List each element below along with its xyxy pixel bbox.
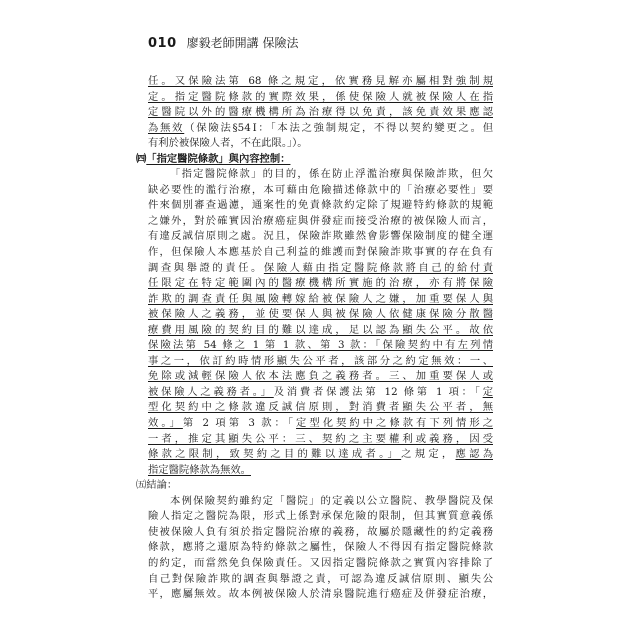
text-line [148,136,493,152]
line-text: 為無效 [148,121,185,134]
text-line [148,323,493,339]
line-text: 被保險人之義務者。」 [148,385,274,398]
page-header [148,34,298,52]
text-line [148,416,493,432]
text-line [148,587,493,603]
line-text: 指定醫院條款為無效。 [148,463,251,476]
line-text: 定醫院以外的醫療機構所為治療得以免責，該免責效果應認 [148,106,493,119]
line-text: 有違反誠信原則之處。況且，保險詐欺雖然會影響保險制度的健全運 [148,230,493,243]
line-text: 調查與舉證的責任。 [148,261,264,274]
line-text-plain: 及消費者保護法第 12 條第 1 項：「 [273,385,483,398]
text-line [148,556,493,572]
text-line [148,245,493,261]
line-text: 「指定醫院條款」的目的，係在防止浮濫治療與保險詐欺，但欠 [170,168,493,181]
text-line [148,183,493,199]
line-text: 事之一，依訂約時情形顯失公平者，該部分之約定無效：一、 [148,354,493,367]
line-text: 條款，應將之還原為特約條款之屬性，保險人不得因有指定醫院條款 [148,541,493,554]
line-text-plain: （保險法§54Ⅰ：「本法之強制規定，不得以契約變更之。但 [184,121,493,134]
text-line [148,385,493,401]
line-text: 件來個別審查過濾，通案性的免責條款約定除了規避特約條款的規範 [148,199,493,212]
line-text-emphasis: 應認為 [455,448,493,461]
text-line [148,90,493,106]
text-line [148,214,493,230]
text-line [148,525,493,541]
text-line [148,229,493,245]
text-line [148,105,493,121]
line-text: 保險法第 54 條之 1 第 1 款、第 3 款：「保險契約中有左列情 [148,339,493,352]
line-text: 險人指定之醫院為限，形式上係對承保危險的限制，但其實質意義係 [148,510,493,523]
paragraph-conclusion [148,494,493,603]
page-number: 010 [148,36,177,51]
section-heading-designated-hospital [136,152,493,168]
section-marker: ㈣ [136,152,147,165]
text-line [148,447,493,463]
paragraph-strict-clause [148,74,493,152]
section-heading-conclusion [136,478,493,494]
line-text: 之嫌外，對於確實因治療癌症與併發症而接受治療的被保險人而言， [148,214,493,227]
text-line [148,261,493,277]
running-title: 廖毅老師開講 保險法 [186,36,299,50]
text-line [148,292,493,308]
paragraph-content-control [148,167,493,478]
section-heading-text: 結論： [146,479,178,492]
text-line [148,540,493,556]
text-line [148,432,493,448]
line-text: 的約定，而當然免負保險責任。又因指定醫院條款之實質內容排除了 [148,556,493,569]
line-text: 作，但保險人本應基於自己利益的維護而對保險詐欺事實的存在負有 [148,246,493,259]
text-line [148,167,493,183]
text-line [148,354,493,370]
line-text: 本例保險契約雖約定「醫院」的定義以公立醫院、教學醫院及保 [170,494,493,507]
line-text: 詐欺的調查責任與風險轉嫁給被保險人之嫌，加重要保人與 [148,292,493,305]
line-text: 型化契約中之條款違反誠信原則，對消費者顯失公平者，無 [148,401,493,414]
text-line [148,572,493,588]
page-body [136,74,493,603]
line-text-emphasis: 定型化契約中之條款有下列情形之 [296,417,493,430]
line-text: 缺必要性的濫行治療，本可藉由危險描述條款中的「治療必要性」要 [148,183,493,196]
text-line [148,400,493,416]
text-line [148,338,493,354]
text-line [148,198,493,214]
line-text: 效。」 [148,417,183,430]
line-text: 條款之限制，致契約之目的難以達成者。」 [148,448,402,461]
text-line [148,463,493,479]
line-text-plain: 之規定， [401,448,456,461]
line-text: 平，應屬無效。故本例被保險人於清泉醫院進行癌症及併發症治療， [148,588,493,601]
line-text: 任。又保險法第 68 條之規定，依實務見解亦屬相對強制規 [148,75,493,87]
text-line [148,121,493,137]
line-text-plain: 第 2 項第 3 款：「 [182,417,297,430]
text-line [148,74,493,90]
text-line [148,307,493,323]
text-line [148,494,493,510]
line-text: 定。指定醫院條款的實際效果，係使保險人就被保險人在指 [148,90,493,103]
line-text: 一者，推定其顯失公平：三、契約之主要權利或義務，因受 [148,432,493,445]
line-text-emphasis: 保險人藉由指定醫院條款將自己的給付責 [263,261,493,274]
line-text: 使被保險人負有須於指定醫院治療的義務，故屬於隱藏性的約定義務 [148,525,493,538]
section-marker: ㈤ [136,479,147,492]
line-text: 任限定在特定範圍內的醫療機構所實施的治療，亦有將保險 [148,277,493,290]
line-text: 自己對保險詐欺的調查與舉證之責，可認為違反誠信原則、顯失公 [148,572,493,585]
line-text: 被保險人之義務，並使要保人與被保險人依健康保險分散醫 [148,308,493,321]
section-heading-text: 「指定醫院條款」與內容控制： [146,152,291,165]
text-line [148,509,493,525]
text-line [148,276,493,292]
line-text-emphasis: 定 [482,385,493,398]
line-text: 免除或減輕保險人依本法應負之義務者。三、加重要保人或 [148,370,493,383]
text-line [148,369,493,385]
line-text: 療費用風險的契約目的難以達成，足以認為顯失公平。故依 [148,323,493,336]
line-text: 有利於被保險人者，不在此限。」）。 [148,137,308,150]
